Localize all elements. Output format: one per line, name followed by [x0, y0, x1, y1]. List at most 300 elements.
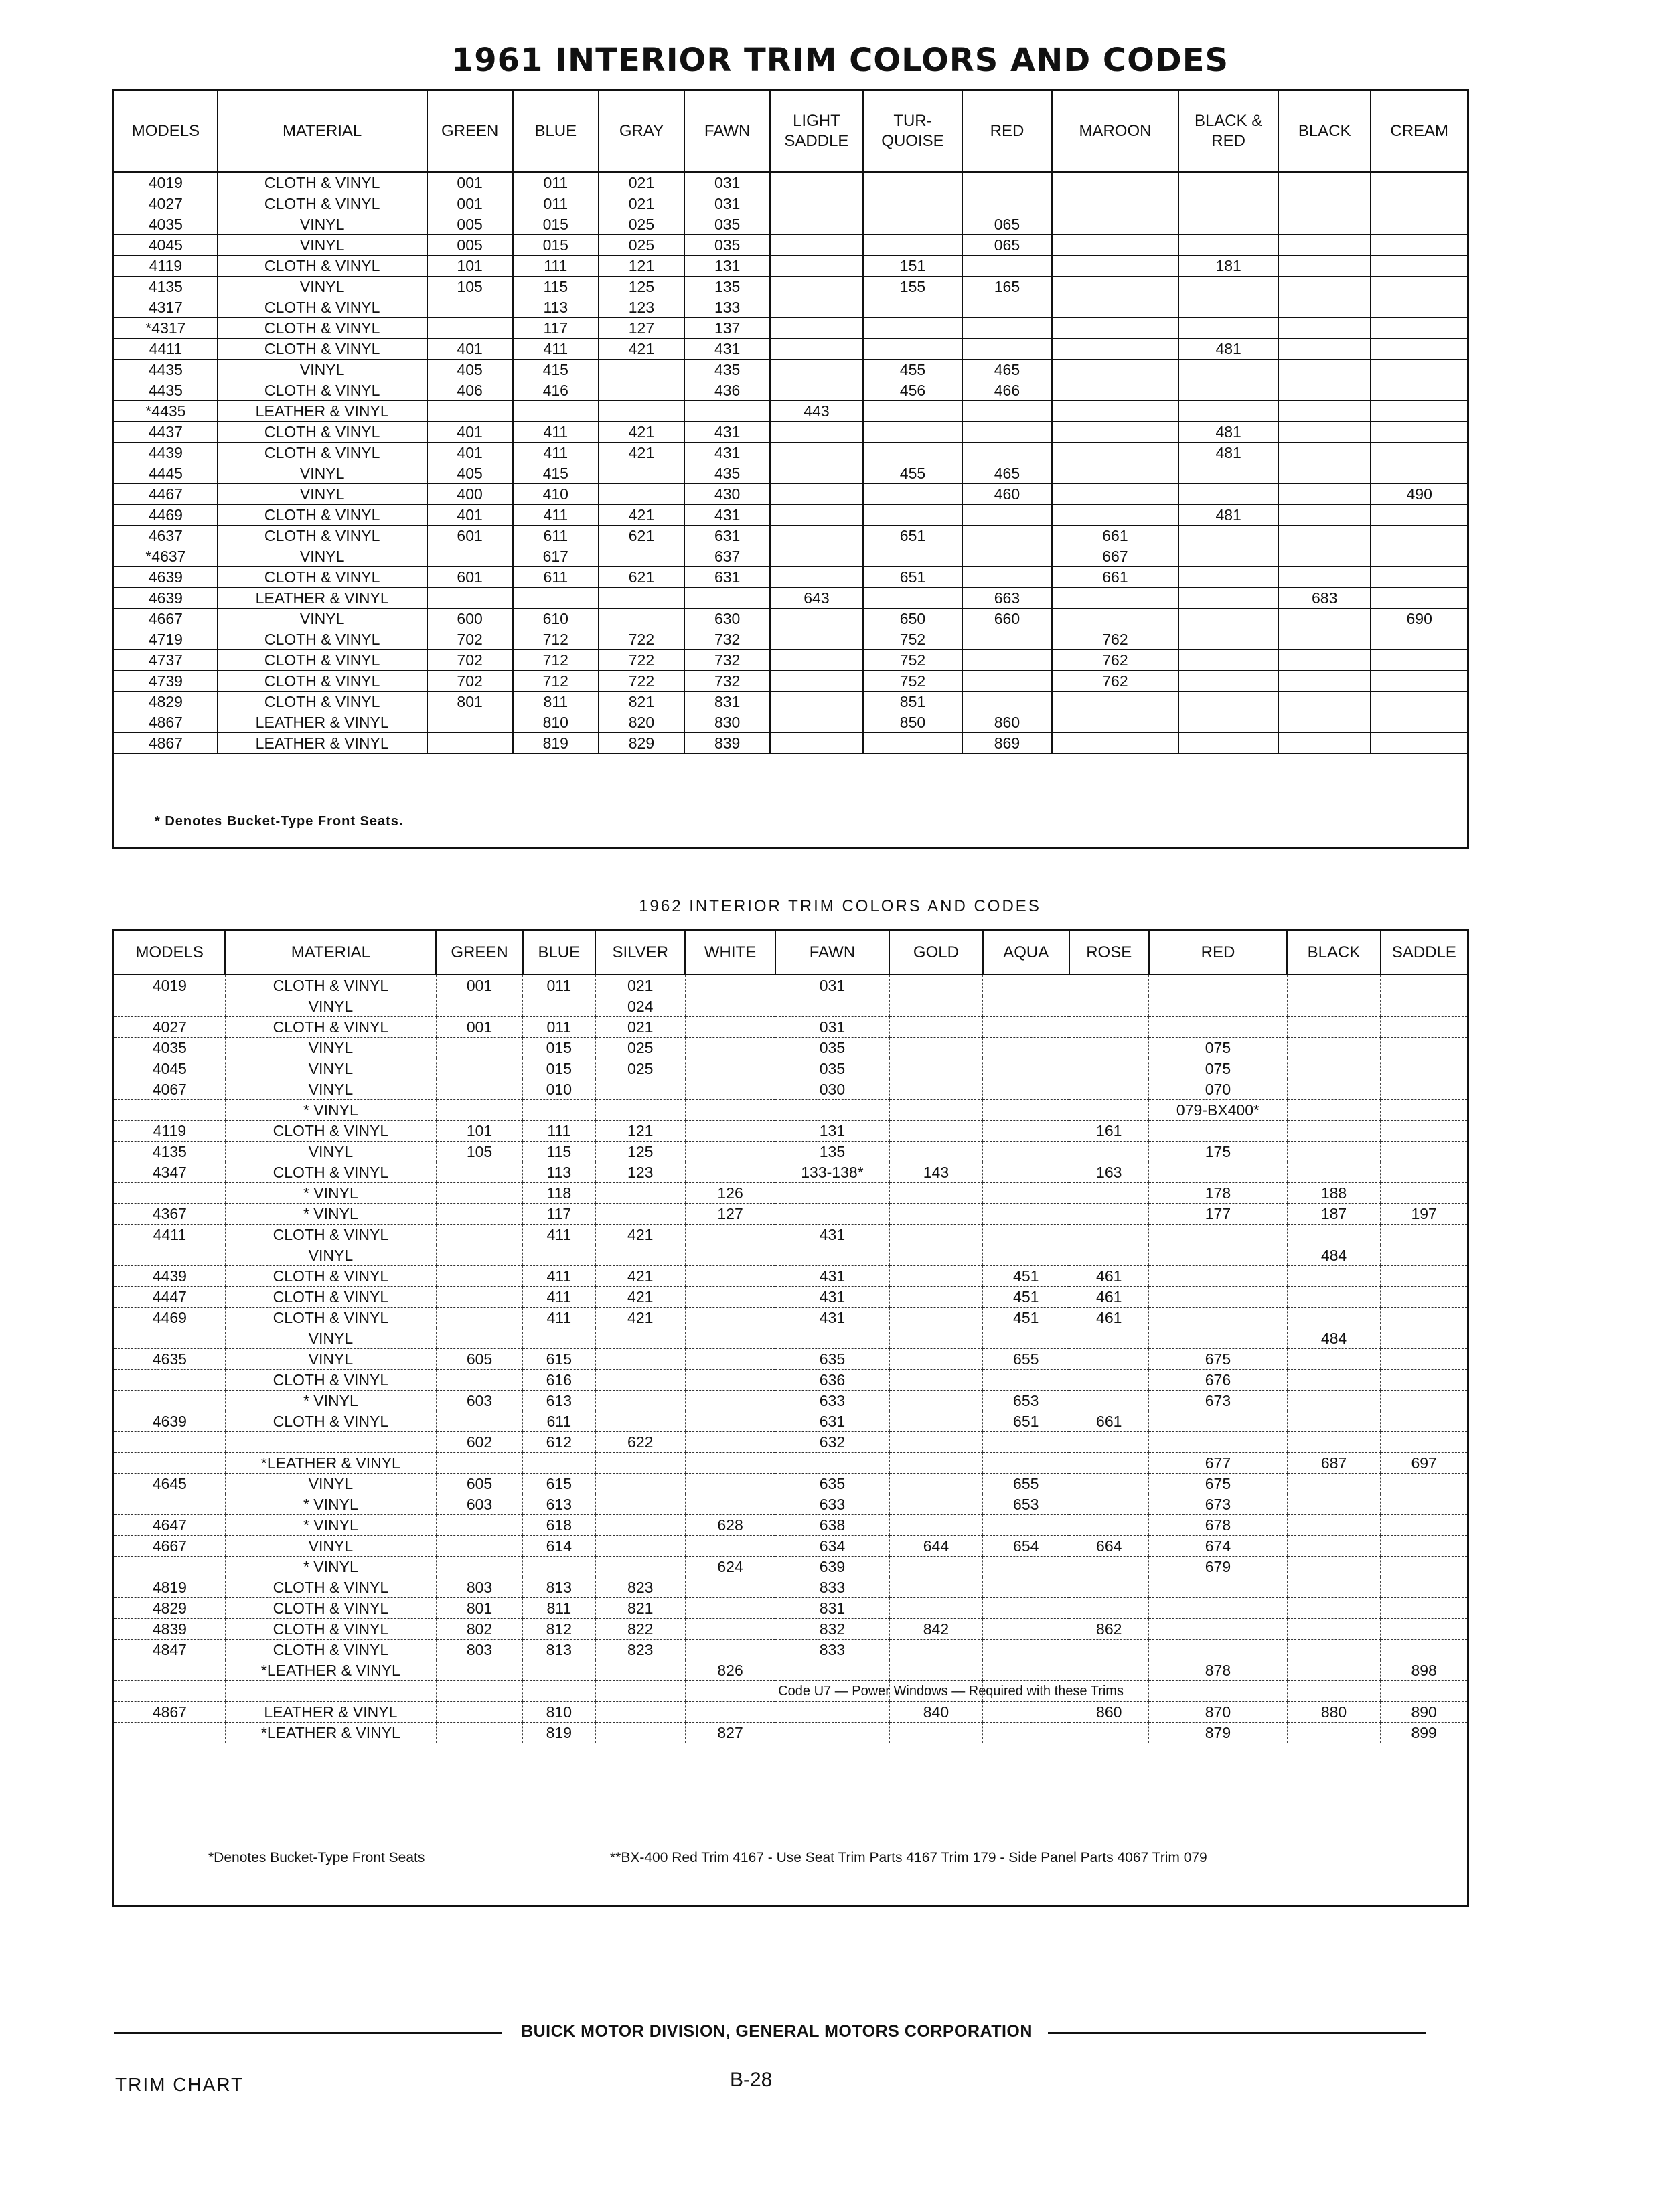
- color-code-cell: 460: [962, 484, 1051, 505]
- table-1961-header-blue: BLUE: [513, 91, 599, 172]
- color-code-cell: 631: [684, 567, 770, 588]
- color-code-cell: [962, 318, 1051, 339]
- color-code-cell: 618: [523, 1515, 595, 1536]
- color-code-cell: [863, 297, 963, 318]
- color-code-cell: [685, 1287, 775, 1308]
- color-code-cell: [1287, 1411, 1380, 1432]
- color-code-cell: 687: [1287, 1453, 1380, 1474]
- color-code-cell: [1371, 443, 1467, 463]
- color-code-cell: [1287, 1017, 1380, 1038]
- color-code-cell: [1287, 1266, 1380, 1287]
- material-cell: *LEATHER & VINYL: [225, 1660, 436, 1681]
- color-code-cell: [1069, 1079, 1149, 1100]
- color-code-cell: [770, 484, 862, 505]
- material-cell: VINYL: [225, 996, 436, 1017]
- color-code-cell: [983, 1432, 1069, 1453]
- model-cell: [114, 1453, 225, 1474]
- material-cell: VINYL: [218, 484, 427, 505]
- material-cell: VINYL: [218, 609, 427, 629]
- color-code-cell: [1381, 1557, 1467, 1577]
- color-code-cell: [1371, 733, 1467, 754]
- color-code-cell: [770, 339, 862, 360]
- material-cell: VINYL: [218, 214, 427, 235]
- color-code-cell: 461: [1069, 1266, 1149, 1287]
- color-code-cell: [770, 360, 862, 380]
- table-1962-header-row: [114, 931, 1467, 975]
- material-cell: VINYL: [225, 1349, 436, 1370]
- color-code-cell: [436, 1702, 522, 1723]
- color-code-cell: [1381, 1391, 1467, 1411]
- color-code-cell: [1287, 996, 1380, 1017]
- color-code-cell: [770, 256, 862, 277]
- color-code-cell: 833: [775, 1640, 889, 1660]
- color-code-cell: [1069, 1225, 1149, 1245]
- color-code-cell: 131: [684, 256, 770, 277]
- color-code-cell: [775, 996, 889, 1017]
- color-code-cell: [1052, 380, 1179, 401]
- color-code-cell: 415: [513, 463, 599, 484]
- color-code-cell: 712: [513, 650, 599, 671]
- material-cell: CLOTH & VINYL: [218, 172, 427, 193]
- color-code-cell: 021: [595, 1017, 685, 1038]
- color-code-cell: [1069, 1474, 1149, 1494]
- color-code-cell: 702: [427, 650, 513, 671]
- material-cell: CLOTH & VINYL: [225, 1121, 436, 1142]
- color-code-cell: [962, 505, 1051, 526]
- color-code-cell: [889, 1494, 982, 1515]
- table-row: [114, 567, 1467, 588]
- color-code-cell: [1278, 609, 1371, 629]
- color-code-cell: [889, 1391, 982, 1411]
- color-code-cell: [962, 339, 1051, 360]
- color-code-cell: [775, 1702, 889, 1723]
- model-cell: 4437: [114, 422, 218, 443]
- color-code-cell: [685, 1370, 775, 1391]
- color-code-cell: [1278, 172, 1371, 193]
- color-code-cell: [1287, 1536, 1380, 1557]
- color-code-cell: [770, 609, 862, 629]
- color-code-cell: [1178, 463, 1278, 484]
- color-code-cell: [770, 214, 862, 235]
- color-code-cell: [889, 1183, 982, 1204]
- color-code-cell: 611: [513, 526, 599, 546]
- color-code-cell: [1052, 401, 1179, 422]
- color-code-cell: 101: [436, 1121, 522, 1142]
- color-code-cell: 401: [427, 422, 513, 443]
- color-code-cell: [436, 1681, 522, 1702]
- color-code-cell: 421: [595, 1287, 685, 1308]
- color-code-cell: [436, 1100, 522, 1121]
- color-code-cell: [1069, 1349, 1149, 1370]
- color-code-cell: [1287, 1287, 1380, 1308]
- color-code-cell: [1052, 193, 1179, 214]
- color-code-cell: [1178, 214, 1278, 235]
- color-code-cell: [595, 1100, 685, 1121]
- material-cell: CLOTH & VINYL: [218, 526, 427, 546]
- color-code-cell: [1149, 1266, 1288, 1287]
- color-code-cell: [523, 1100, 595, 1121]
- material-cell: CLOTH & VINYL: [218, 629, 427, 650]
- color-code-cell: [775, 1204, 889, 1225]
- model-cell: 4469: [114, 505, 218, 526]
- color-code-cell: [770, 380, 862, 401]
- color-code-cell: 651: [863, 567, 963, 588]
- color-code-cell: [1287, 1619, 1380, 1640]
- color-code-cell: 651: [863, 526, 963, 546]
- color-code-cell: 600: [427, 609, 513, 629]
- color-code-cell: [983, 1702, 1069, 1723]
- color-code-cell: 654: [983, 1536, 1069, 1557]
- color-code-cell: [685, 1245, 775, 1266]
- color-code-cell: [863, 546, 963, 567]
- material-cell: * VINYL: [225, 1391, 436, 1411]
- table-row: [114, 1121, 1467, 1142]
- color-code-cell: [1052, 339, 1179, 360]
- table-row: [114, 1225, 1467, 1245]
- color-code-cell: 484: [1287, 1245, 1380, 1266]
- color-code-cell: [1278, 443, 1371, 463]
- color-code-cell: [1178, 526, 1278, 546]
- color-code-cell: 137: [684, 318, 770, 339]
- color-code-cell: [1069, 975, 1149, 996]
- color-code-cell: [1278, 380, 1371, 401]
- table-row: [114, 1681, 1467, 1702]
- color-code-cell: 143: [889, 1162, 982, 1183]
- color-code-cell: [1371, 277, 1467, 297]
- trim-table-1962: [114, 931, 1467, 1743]
- color-code-cell: 615: [523, 1474, 595, 1494]
- color-code-cell: [983, 1660, 1069, 1681]
- table-row: [114, 1640, 1467, 1660]
- color-code-cell: 411: [523, 1266, 595, 1287]
- table-row: [114, 629, 1467, 650]
- table-row: [114, 172, 1467, 193]
- table-1961-body: [114, 172, 1467, 754]
- color-code-cell: 722: [599, 671, 684, 692]
- color-code-cell: [685, 1328, 775, 1349]
- color-code-cell: 664: [1069, 1536, 1149, 1557]
- color-code-cell: [1149, 1598, 1288, 1619]
- table-row: [114, 193, 1467, 214]
- color-code-cell: [1069, 1660, 1149, 1681]
- color-code-cell: 621: [599, 567, 684, 588]
- color-code-cell: 616: [523, 1370, 595, 1391]
- table-1961-header-black-red: BLACK & RED: [1178, 91, 1278, 172]
- color-code-cell: 015: [523, 1058, 595, 1079]
- color-code-cell: [685, 1702, 775, 1723]
- color-code-cell: 628: [685, 1515, 775, 1536]
- color-code-cell: [1287, 1494, 1380, 1515]
- color-code-cell: [983, 1245, 1069, 1266]
- color-code-cell: 411: [513, 505, 599, 526]
- color-code-cell: 031: [684, 172, 770, 193]
- model-cell: [114, 1183, 225, 1204]
- table-row: [114, 256, 1467, 277]
- color-code-cell: [436, 1557, 522, 1577]
- color-code-cell: 880: [1287, 1702, 1380, 1723]
- color-code-cell: [436, 1308, 522, 1328]
- color-code-cell: [1287, 1681, 1380, 1702]
- table-1962-header-models: MODELS: [114, 931, 225, 975]
- color-code-cell: 411: [523, 1225, 595, 1245]
- color-code-cell: [863, 318, 963, 339]
- material-cell: CLOTH & VINYL: [225, 1598, 436, 1619]
- color-code-cell: 025: [599, 214, 684, 235]
- color-code-cell: [1149, 1328, 1288, 1349]
- color-code-cell: 021: [599, 172, 684, 193]
- table-row: [114, 1432, 1467, 1453]
- color-code-cell: [1278, 546, 1371, 567]
- color-code-cell: 635: [775, 1349, 889, 1370]
- color-code-cell: 702: [427, 671, 513, 692]
- color-code-cell: [1381, 1142, 1467, 1162]
- model-cell: 4847: [114, 1640, 225, 1660]
- model-cell: 4135: [114, 1142, 225, 1162]
- color-code-cell: 431: [684, 505, 770, 526]
- table-row: [114, 1266, 1467, 1287]
- color-code-cell: 690: [1371, 609, 1467, 629]
- color-code-cell: [983, 1328, 1069, 1349]
- color-code-cell: 415: [513, 360, 599, 380]
- color-code-cell: 121: [595, 1121, 685, 1142]
- color-code-cell: 752: [863, 650, 963, 671]
- table-row: [114, 443, 1467, 463]
- color-code-cell: 674: [1149, 1536, 1288, 1557]
- color-code-cell: [863, 339, 963, 360]
- color-code-cell: 803: [436, 1640, 522, 1660]
- color-code-cell: [983, 1162, 1069, 1183]
- table-row: [114, 214, 1467, 235]
- model-cell: 4639: [114, 567, 218, 588]
- color-code-cell: [983, 1557, 1069, 1577]
- color-code-cell: 601: [427, 567, 513, 588]
- color-code-cell: [1052, 463, 1179, 484]
- color-code-cell: [1052, 692, 1179, 712]
- color-code-cell: 101: [427, 256, 513, 277]
- color-code-cell: [1278, 256, 1371, 277]
- model-cell: 4667: [114, 1536, 225, 1557]
- color-code-cell: 430: [684, 484, 770, 505]
- color-code-cell: 802: [436, 1619, 522, 1640]
- color-code-cell: [1371, 546, 1467, 567]
- color-code-cell: 456: [863, 380, 963, 401]
- color-code-cell: [962, 526, 1051, 546]
- color-code-cell: [1149, 1121, 1288, 1142]
- color-code-cell: 611: [523, 1411, 595, 1432]
- color-code-cell: [1287, 1660, 1380, 1681]
- color-code-cell: 031: [775, 975, 889, 996]
- color-code-cell: 675: [1149, 1474, 1288, 1494]
- color-code-cell: 025: [599, 235, 684, 256]
- color-code-cell: [523, 1681, 595, 1702]
- material-cell: VINYL: [225, 1245, 436, 1266]
- color-code-cell: [863, 235, 963, 256]
- table-1961-header-red: RED: [962, 91, 1051, 172]
- color-code-cell: [1278, 671, 1371, 692]
- material-cell: * VINYL: [225, 1515, 436, 1536]
- color-code-cell: [1278, 650, 1371, 671]
- color-code-cell: [1371, 297, 1467, 318]
- table-row: [114, 339, 1467, 360]
- color-code-cell: 890: [1381, 1702, 1467, 1723]
- table-row: [114, 996, 1467, 1017]
- color-code-cell: [889, 1577, 982, 1598]
- color-code-cell: 612: [523, 1432, 595, 1453]
- color-code-cell: [775, 1328, 889, 1349]
- color-code-cell: [1371, 360, 1467, 380]
- color-code-cell: [983, 1370, 1069, 1391]
- table-row: [114, 1204, 1467, 1225]
- color-code-cell: 133: [684, 297, 770, 318]
- color-code-cell: 821: [595, 1598, 685, 1619]
- color-code-cell: [1278, 733, 1371, 754]
- color-code-cell: [595, 1204, 685, 1225]
- color-code-cell: 634: [775, 1536, 889, 1557]
- color-code-cell: [1287, 1432, 1380, 1453]
- model-cell: 4067: [114, 1079, 225, 1100]
- color-code-cell: 401: [427, 505, 513, 526]
- color-code-cell: [599, 546, 684, 567]
- table-1961-header-gray: GRAY: [599, 91, 684, 172]
- color-code-cell: 435: [684, 360, 770, 380]
- table-row: [114, 1515, 1467, 1536]
- material-cell: LEATHER & VINYL: [218, 733, 427, 754]
- model-cell: 4019: [114, 172, 218, 193]
- color-code-cell: [1069, 1391, 1149, 1411]
- color-code-cell: 851: [863, 692, 963, 712]
- color-code-cell: [1052, 172, 1179, 193]
- color-code-cell: [1178, 650, 1278, 671]
- table-row: [114, 1017, 1467, 1038]
- material-cell: CLOTH & VINYL: [218, 443, 427, 463]
- color-code-cell: 178: [1149, 1183, 1288, 1204]
- color-code-cell: 617: [513, 546, 599, 567]
- color-code-cell: [1178, 629, 1278, 650]
- table-row: [114, 401, 1467, 422]
- color-code-cell: [1069, 1017, 1149, 1038]
- color-code-cell: [436, 1162, 522, 1183]
- color-code-cell: 431: [684, 339, 770, 360]
- material-cell: LEATHER & VINYL: [218, 712, 427, 733]
- color-code-cell: [685, 1411, 775, 1432]
- color-code-cell: [775, 1723, 889, 1743]
- color-code-cell: [863, 443, 963, 463]
- color-code-cell: [962, 671, 1051, 692]
- color-code-cell: [1287, 1121, 1380, 1142]
- material-cell: CLOTH & VINYL: [225, 1287, 436, 1308]
- color-code-cell: [436, 1328, 522, 1349]
- color-code-cell: [1069, 1142, 1149, 1162]
- color-code-cell: [1371, 172, 1467, 193]
- color-code-cell: 615: [523, 1349, 595, 1370]
- color-code-cell: [1278, 401, 1371, 422]
- color-code-cell: 121: [599, 256, 684, 277]
- model-cell: 4867: [114, 712, 218, 733]
- color-code-cell: [889, 1017, 982, 1038]
- color-code-cell: [427, 546, 513, 567]
- color-code-cell: [1178, 671, 1278, 692]
- color-code-cell: 631: [775, 1411, 889, 1432]
- color-code-cell: [1069, 1245, 1149, 1266]
- table-1962-header-silver: SILVER: [595, 931, 685, 975]
- color-code-cell: 405: [427, 360, 513, 380]
- table-row: [114, 380, 1467, 401]
- color-code-cell: 411: [513, 422, 599, 443]
- model-cell: 4737: [114, 650, 218, 671]
- table-row: [114, 1349, 1467, 1370]
- color-code-cell: 821: [599, 692, 684, 712]
- color-code-cell: 133-138*: [775, 1162, 889, 1183]
- color-code-cell: 005: [427, 235, 513, 256]
- color-code-cell: [685, 996, 775, 1017]
- color-code-cell: 636: [775, 1370, 889, 1391]
- color-code-cell: [436, 1038, 522, 1058]
- color-code-cell: [436, 1058, 522, 1079]
- model-cell: 4035: [114, 214, 218, 235]
- color-code-cell: 079-BX400*: [1149, 1100, 1288, 1121]
- color-code-cell: 105: [427, 277, 513, 297]
- color-code-cell: 611: [513, 567, 599, 588]
- color-code-cell: 752: [863, 671, 963, 692]
- color-code-cell: [1069, 1453, 1149, 1474]
- footer-rule-left: [114, 2032, 502, 2034]
- color-code-cell: [1278, 360, 1371, 380]
- color-code-cell: 673: [1149, 1494, 1288, 1515]
- color-code-cell: 803: [436, 1577, 522, 1598]
- material-cell: VINYL: [218, 546, 427, 567]
- color-code-cell: [889, 1058, 982, 1079]
- color-code-cell: 125: [599, 277, 684, 297]
- color-code-cell: [595, 1391, 685, 1411]
- color-code-cell: 613: [523, 1391, 595, 1411]
- material-cell: CLOTH & VINYL: [218, 318, 427, 339]
- material-cell: VINYL: [225, 1328, 436, 1349]
- color-code-cell: [1278, 712, 1371, 733]
- material-cell: CLOTH & VINYL: [218, 567, 427, 588]
- material-cell: VINYL: [225, 1058, 436, 1079]
- table-1961-header-tur-quoise: TUR- QUOISE: [863, 91, 963, 172]
- color-code-cell: [983, 996, 1069, 1017]
- color-code-cell: [1287, 1515, 1380, 1536]
- color-code-cell: [1052, 505, 1179, 526]
- color-code-cell: 021: [595, 975, 685, 996]
- color-code-cell: [1381, 996, 1467, 1017]
- color-code-cell: [1052, 214, 1179, 235]
- color-code-cell: 752: [863, 629, 963, 650]
- color-code-cell: 820: [599, 712, 684, 733]
- color-code-cell: 175: [1149, 1142, 1288, 1162]
- color-code-cell: 113: [513, 297, 599, 318]
- color-code-cell: 421: [595, 1225, 685, 1245]
- color-code-cell: [983, 1619, 1069, 1640]
- color-code-cell: [1052, 733, 1179, 754]
- color-code-cell: [1069, 1204, 1149, 1225]
- color-code-cell: [1178, 318, 1278, 339]
- color-code-cell: [1381, 1225, 1467, 1245]
- color-code-cell: [1178, 567, 1278, 588]
- color-code-cell: [684, 401, 770, 422]
- color-code-cell: 651: [983, 1411, 1069, 1432]
- table-row: [114, 1536, 1467, 1557]
- color-code-cell: [1371, 671, 1467, 692]
- color-code-cell: 605: [436, 1349, 522, 1370]
- color-code-cell: 465: [962, 360, 1051, 380]
- material-cell: VINYL: [225, 1536, 436, 1557]
- color-code-cell: [523, 1453, 595, 1474]
- color-code-cell: [1381, 1017, 1467, 1038]
- table-row: [114, 1162, 1467, 1183]
- color-code-cell: [599, 609, 684, 629]
